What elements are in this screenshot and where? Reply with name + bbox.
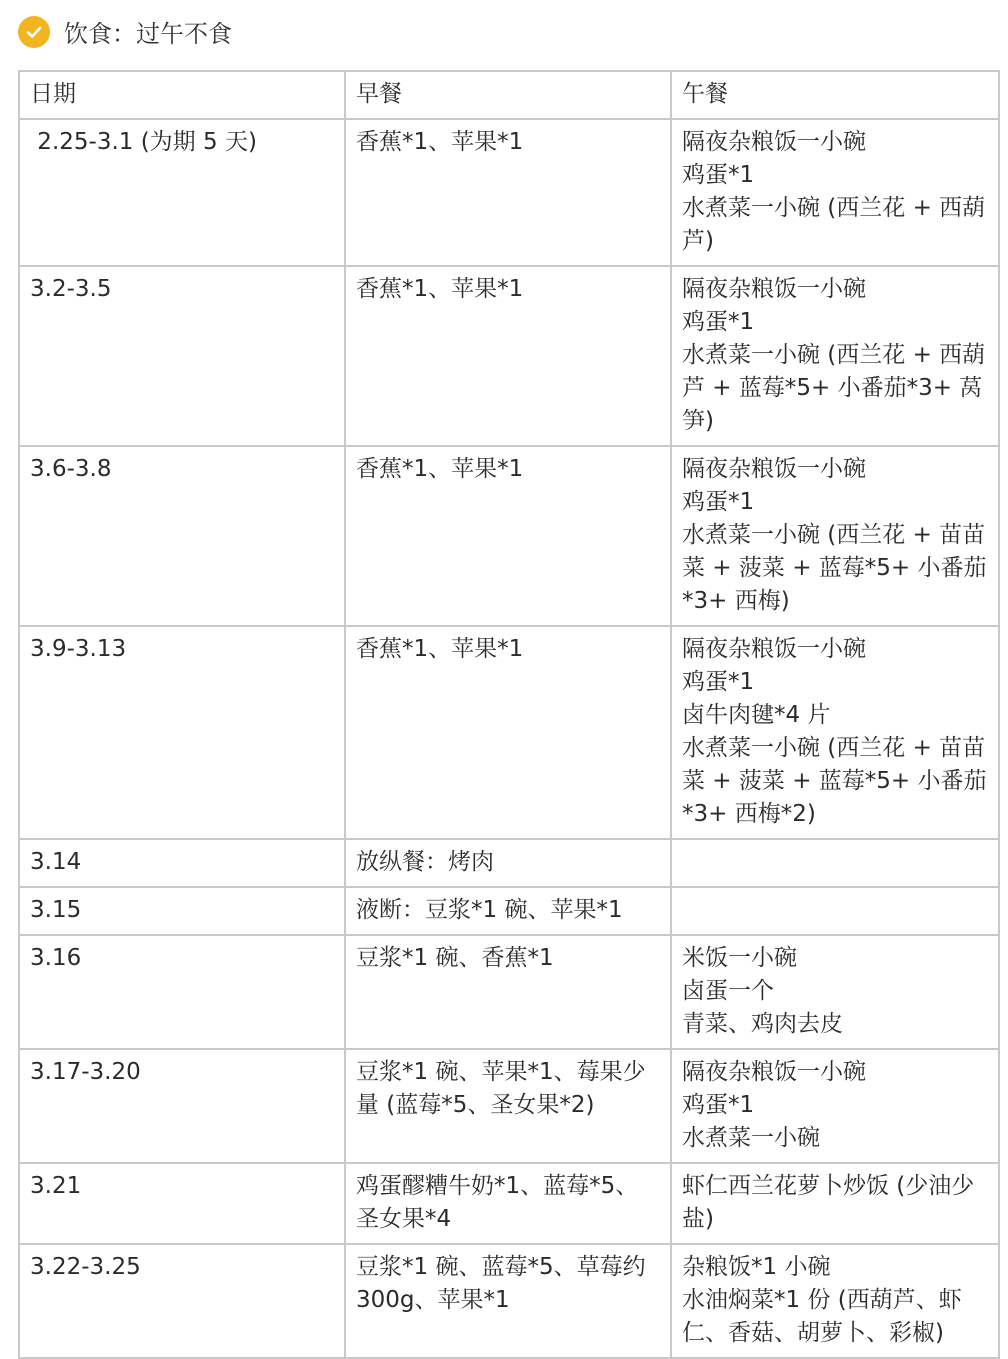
breakfast-cell: 香蕉*1、苹果*1: [345, 119, 671, 266]
table-row: [19, 887, 999, 935]
table-row: [19, 446, 999, 626]
lunch-item: 米饭一小碗: [682, 945, 797, 971]
lunch-item: 水油焖菜*1 份 (西葫芦、虾仁、香菇、胡萝卜、彩椒): [682, 1287, 962, 1346]
lunch-cell: [671, 887, 999, 935]
lunch-cell: [671, 1244, 999, 1358]
date-cell: 3.16: [19, 935, 345, 1049]
breakfast-cell: 鸡蛋醪糟牛奶*1、蓝莓*5、圣女果*4: [345, 1163, 671, 1244]
date-cell: 3.6-3.8: [19, 446, 345, 626]
diet-table: [18, 70, 1000, 1359]
lunch-item: 虾仁西兰花萝卜炒饭 (少油少盐): [682, 1173, 975, 1232]
section-heading: [18, 14, 232, 49]
check-circle-icon: [18, 16, 50, 48]
table-row: [19, 626, 999, 839]
table-row: [19, 1049, 999, 1163]
lunch-item: 隔夜杂粮饭一小碗: [682, 129, 866, 155]
lunch-item: 隔夜杂粮饭一小碗: [682, 276, 866, 302]
table-row: [19, 935, 999, 1049]
lunch-cell: [671, 935, 999, 1049]
lunch-cell: [671, 839, 999, 887]
lunch-item: 隔夜杂粮饭一小碗: [682, 456, 866, 482]
lunch-item: 水煮菜一小碗 (西兰花 + 苗苗菜 + 菠菜 + 蓝莓*5+ 小番茄*3+ 西梅): [682, 522, 987, 614]
lunch-item: 水煮菜一小碗 (西兰花 + 苗苗菜 + 菠菜 + 蓝莓*5+ 小番茄*3+ 西梅*2): [682, 735, 987, 827]
lunch-item: 隔夜杂粮饭一小碗: [682, 1059, 866, 1085]
date-cell: 3.22-3.25: [19, 1244, 345, 1358]
lunch-item: 鸡蛋*1: [682, 489, 755, 515]
lunch-item: 隔夜杂粮饭一小碗: [682, 636, 866, 662]
breakfast-cell: 放纵餐：烤肉: [345, 839, 671, 887]
breakfast-cell: 香蕉*1、苹果*1: [345, 446, 671, 626]
lunch-item: 水煮菜一小碗: [682, 1125, 820, 1151]
breakfast-cell: 豆浆*1 碗、蓝莓*5、草莓约 300g、苹果*1: [345, 1244, 671, 1358]
breakfast-cell: 香蕉*1、苹果*1: [345, 626, 671, 839]
lunch-item: 水煮菜一小碗 (西兰花 + 西葫芦 + 蓝莓*5+ 小番茄*3+ 莴笋): [682, 342, 986, 434]
table-row: [19, 266, 999, 446]
lunch-cell: [671, 1163, 999, 1244]
lunch-item: 鸡蛋*1: [682, 669, 755, 695]
table-header-row: [19, 71, 999, 119]
header-lunch: 午餐: [671, 71, 999, 119]
date-cell: 3.9-3.13: [19, 626, 345, 839]
lunch-item: 鸡蛋*1: [682, 1092, 755, 1118]
breakfast-cell: 液断：豆浆*1 碗、苹果*1: [345, 887, 671, 935]
lunch-cell: [671, 446, 999, 626]
date-cell: 3.2-3.5: [19, 266, 345, 446]
date-cell: 3.14: [19, 839, 345, 887]
date-cell: 2.25-3.1 (为期 5 天): [19, 119, 345, 266]
lunch-item: 卤牛肉毽*4 片: [682, 702, 831, 728]
heading-text: 饮食：过午不食: [64, 20, 232, 48]
lunch-item: 鸡蛋*1: [682, 162, 755, 188]
lunch-item: 鸡蛋*1: [682, 309, 755, 335]
lunch-cell: [671, 266, 999, 446]
header-date: 日期: [19, 71, 345, 119]
lunch-cell: [671, 626, 999, 839]
breakfast-cell: 豆浆*1 碗、香蕉*1: [345, 935, 671, 1049]
breakfast-cell: 香蕉*1、苹果*1: [345, 266, 671, 446]
lunch-item: 水煮菜一小碗 (西兰花 + 西葫芦): [682, 195, 986, 254]
lunch-cell: [671, 119, 999, 266]
table-row: [19, 1244, 999, 1358]
date-cell: 3.21: [19, 1163, 345, 1244]
breakfast-cell: 豆浆*1 碗、苹果*1、莓果少量 (蓝莓*5、圣女果*2): [345, 1049, 671, 1163]
lunch-item: 杂粮饭*1 小碗: [682, 1254, 831, 1280]
lunch-cell: [671, 1049, 999, 1163]
table-row: [19, 839, 999, 887]
table-row: [19, 119, 999, 266]
lunch-item: 青菜、鸡肉去皮: [682, 1011, 843, 1037]
lunch-item: 卤蛋一个: [682, 978, 774, 1004]
header-breakfast: 早餐: [345, 71, 671, 119]
date-cell: 3.15: [19, 887, 345, 935]
table-row: [19, 1163, 999, 1244]
date-cell: 3.17-3.20: [19, 1049, 345, 1163]
